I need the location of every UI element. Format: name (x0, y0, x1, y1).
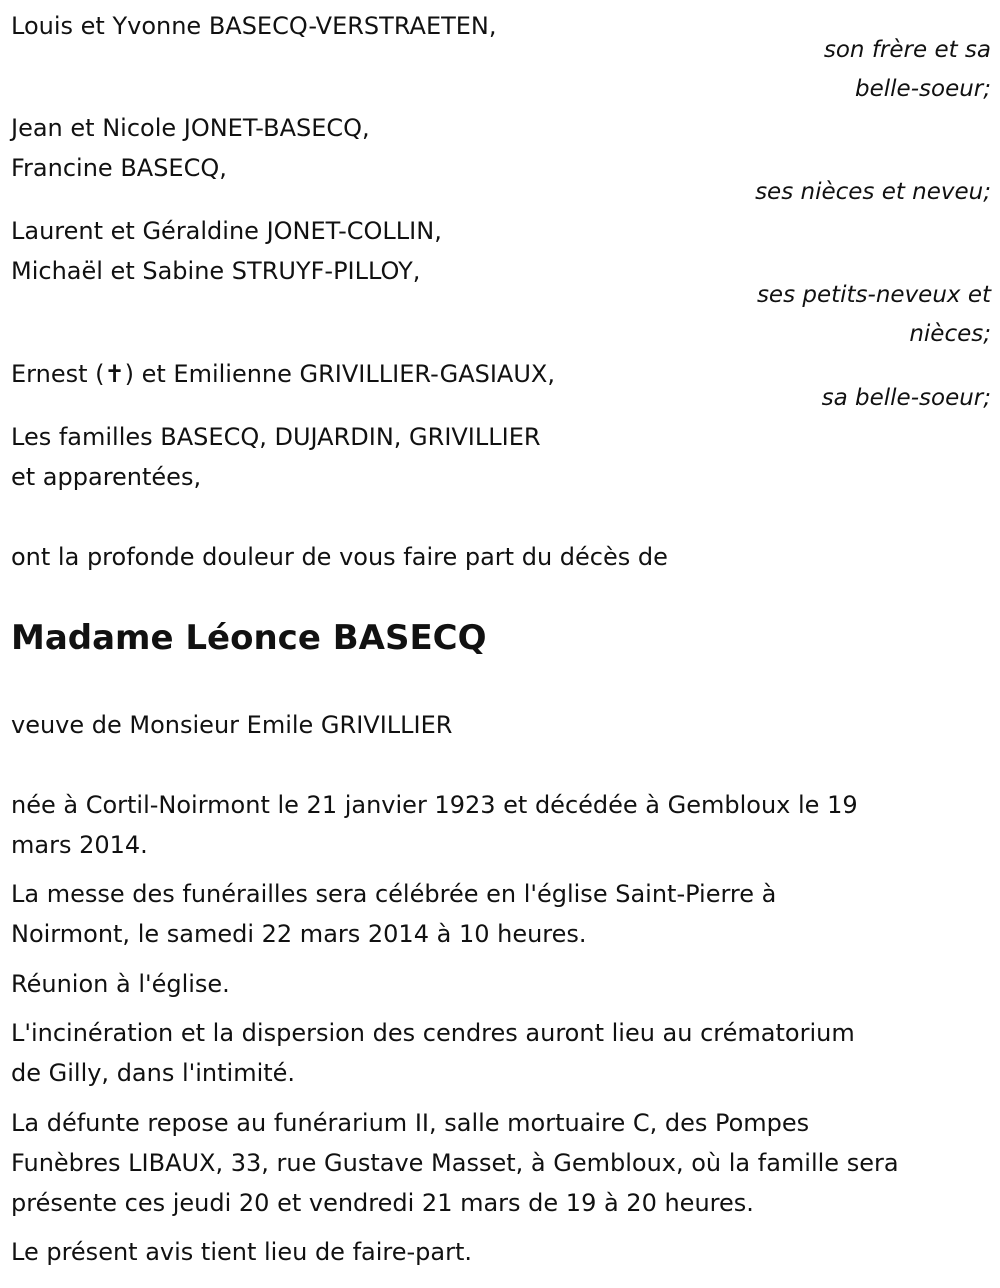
relation-text: belle-soeur; (855, 76, 991, 102)
relation-text: sa belle-soeur; (821, 385, 991, 411)
family-line: Ernest (✝) et Emilienne GRIVILLIER-GASIAUX, (11, 360, 555, 388)
relation-text: ses nièces et neveu; (755, 179, 991, 205)
family-line: Francine BASECQ, (11, 154, 227, 182)
family-line: et apparentées, (11, 463, 202, 491)
relation-text: nièces; (909, 321, 991, 347)
relation-text: son frère et sa (823, 37, 991, 63)
obituary-notice (11, 0, 991, 1288)
funeral-mass-line: La messe des funérailles sera célébrée en l'église Saint-Pierre à (11, 880, 777, 908)
funerarium-line: Funèbres LIBAUX, 33, rue Gustave Masset, à Gembloux, où la famille sera (11, 1149, 899, 1177)
meeting-line: Réunion à l'église. (11, 970, 230, 998)
incineration-line: L'incinération et la dispersion des cendres auront lieu au crématorium (11, 1019, 855, 1047)
family-line: Laurent et Géraldine JONET-COLLIN, (11, 217, 442, 245)
announcement-text: ont la profonde douleur de vous faire part du décès de (11, 543, 668, 571)
relation-text: ses petits-neveux et (756, 282, 991, 308)
family-line: Michaël et Sabine STRUYF-PILLOY, (11, 257, 421, 285)
incineration-line: de Gilly, dans l'intimité. (11, 1059, 296, 1087)
notice-line: Le présent avis tient lieu de faire-part. (11, 1238, 473, 1266)
family-line: Jean et Nicole JONET-BASECQ, (11, 114, 370, 142)
birth-death-line: née à Cortil-Noirmont le 21 janvier 1923 et décédée à Gembloux le 19 (11, 791, 858, 819)
funerarium-line: La défunte repose au funérarium II, salle mortuaire C, des Pompes (11, 1109, 810, 1137)
deceased-name: Madame Léonce BASECQ (11, 618, 487, 658)
widow-of-text: veuve de Monsieur Emile GRIVILLIER (11, 711, 453, 739)
family-line: Louis et Yvonne BASECQ-VERSTRAETEN, (11, 12, 497, 40)
funerarium-line: présente ces jeudi 20 et vendredi 21 mars de 19 à 20 heures. (11, 1189, 754, 1217)
funeral-mass-line: Noirmont, le samedi 22 mars 2014 à 10 heures. (11, 920, 587, 948)
family-line: Les familles BASECQ, DUJARDIN, GRIVILLIER (11, 423, 541, 451)
birth-death-line: mars 2014. (11, 831, 148, 859)
